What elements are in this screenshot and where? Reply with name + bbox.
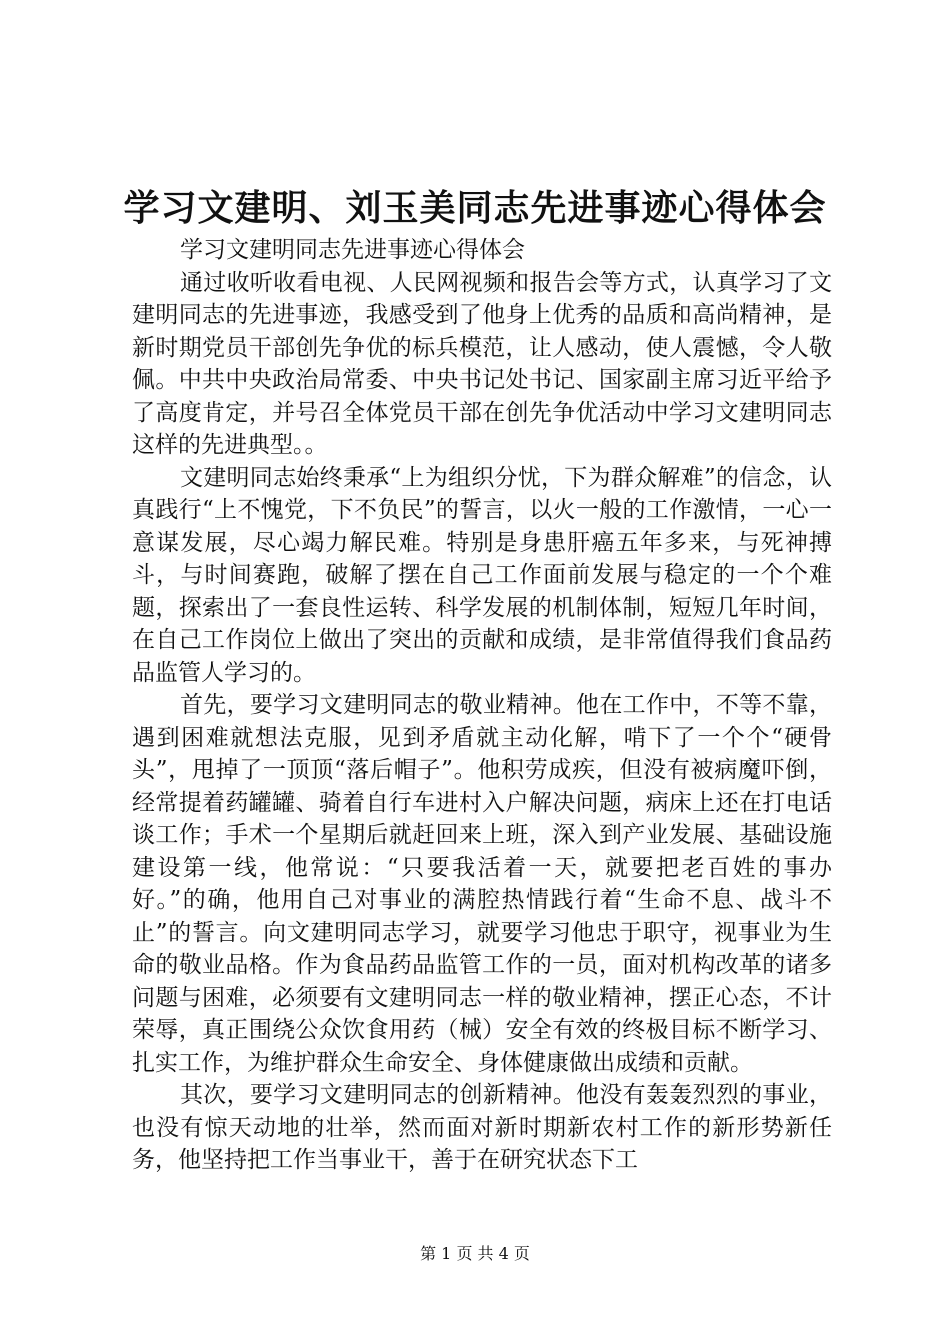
- page-number: 第 1 页 共 4 页: [420, 1244, 530, 1263]
- document-subtitle: 学习文建明同志先进事迹心得体会: [180, 237, 525, 263]
- paragraph: 其次，要学习文建明同志的创新精神。他没有轰轰烈烈的事业，也没有惊天动地的壮举，然而面对新时期新农村工作的新形势新任务，他坚持把工作当事业干，善于在研究状态下工: [132, 1082, 832, 1173]
- paragraph: 通过收听收看电视、人民网视频和报告会等方式，认真学习了文建明同志的先进事迹，我感受到了他身上优秀的品质和高尚精神，是新时期党员干部创先争优的标兵模范，让人感动，使人震憾，令人敬佩。中共中央政治局常委、中央书记处书记、国家副主席习近平给予了高度肯定，并号召全体党员干部在创先争优活动中学习文建明同志这样的先进典型。。: [132, 269, 832, 458]
- document-body: [132, 234, 832, 1177]
- paragraph: 文建明同志始终秉承“上为组织分忧，下为群众解难”的信念，认真践行“上不愧党，下不负民”的誓言，以火一般的工作激情，一心一意谋发展，尽心竭力解民难。特别是身患肝癌五年多来，与死神搏斗，与时间赛跑，破解了摆在自己工作面前发展与稳定的一个个难题，探索出了一套良性运转、科学发展的机制体制，短短几年时间，在自己工作岗位上做出了突出的贡献和成绩，是非常值得我们食品药品监管人学习的。: [132, 464, 832, 686]
- paragraph: 首先，要学习文建明同志的敬业精神。他在工作中，不等不靠，遇到困难就想法克服，见到矛盾就主动化解，啃下了一个个“硬骨头”，甩掉了一顶顶“落后帽子”。他积劳成疾，但没有被病魔吓倒，经常提着药罐罐、骑着自行车进村入户解决问题，病床上还在打电话谈工作；手术一个星期后就赶回来上班，深入到产业发展、基础设施建设第一线，他常说：“只要我活着一天，就要把老百姓的事办好。”的确，他用自己对事业的满腔热情践行着“生命不息、战斗不止”的誓言。向文建明同志学习，就要学习他忠于职守，视事业为生命的敬业品格。作为食品药品监管工作的一员，面对机构改革的诸多问题与困难，必须要有文建明同志一样的敬业精神，摆正心态，不计荣辱，真正围绕公众饮食用药（械）安全有效的终极目标不断学习、扎实工作，为维护群众生命安全、身体健康做出成绩和贡献。: [132, 692, 832, 1076]
- document-title: 学习文建明、刘玉美同志先进事迹心得体会: [123, 187, 827, 229]
